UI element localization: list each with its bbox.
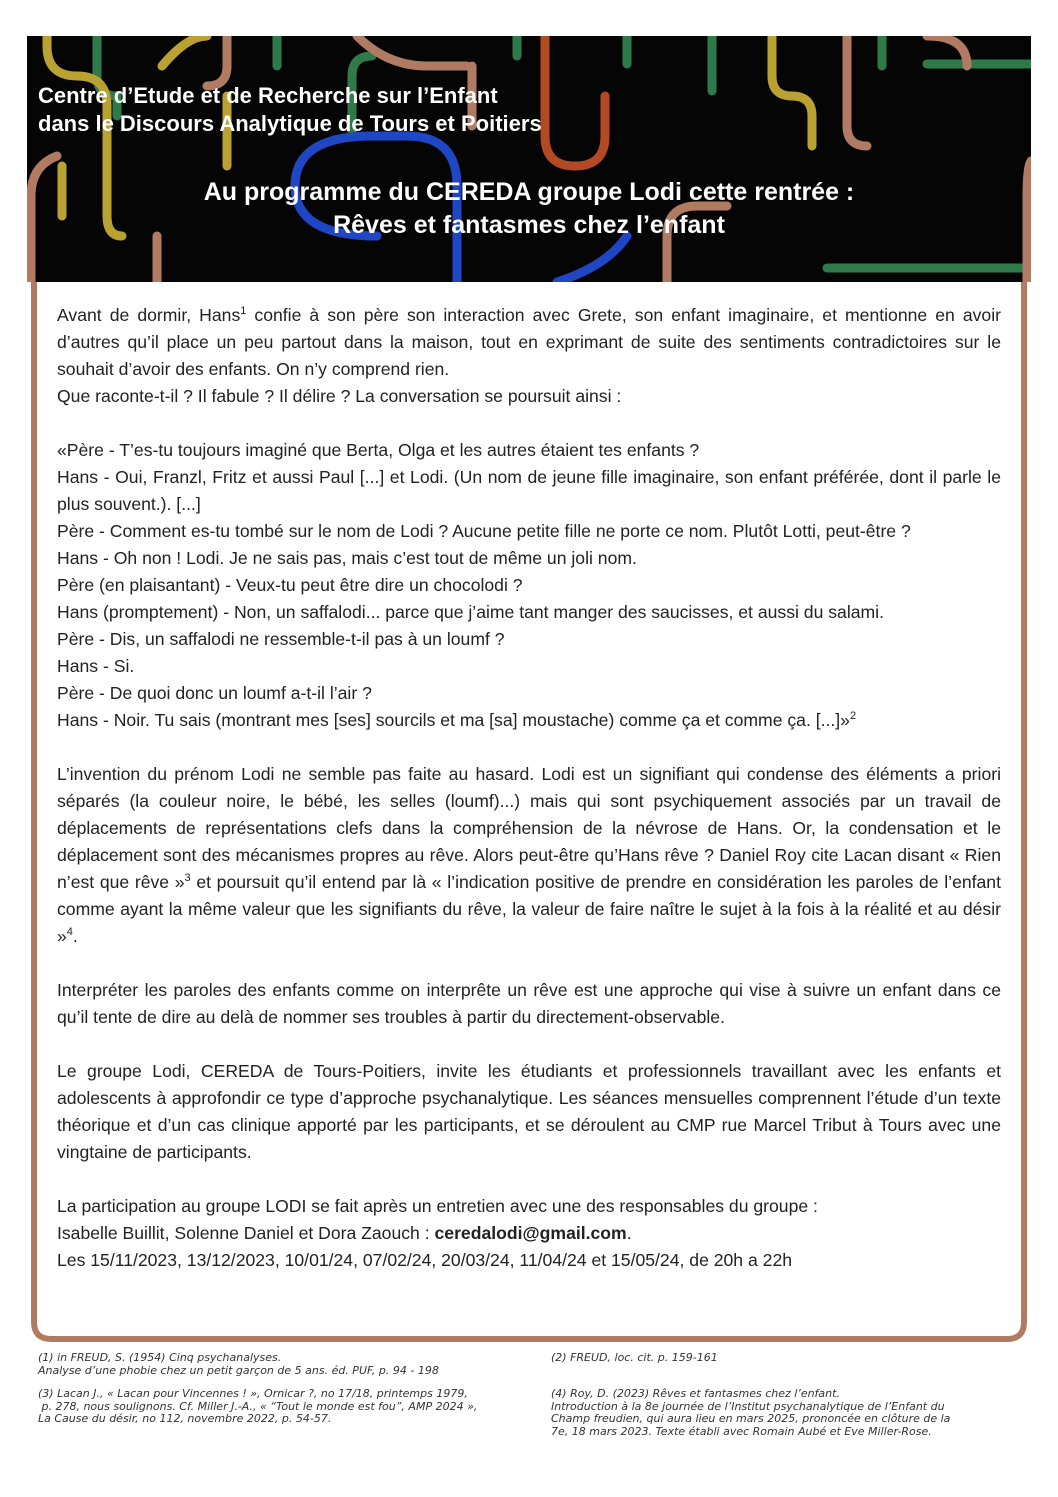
footnote-3 (38, 1388, 477, 1426)
footnote-1 (38, 1352, 439, 1377)
dialogue (57, 437, 1001, 734)
decorative-lines (27, 36, 1031, 282)
intro-paragraph (57, 302, 1001, 383)
main-content (57, 302, 1001, 1274)
dates-line: Les 15/11/2023, 13/12/2023, 10/01/24, 07/02/24, 20/03/24, 11/04/24 et 15/05/24, de 20h a 22h (57, 1250, 793, 1270)
footnote-line: p. 278, nous soulignons. Cf. Miller J.-A., « “Tout le monde est fou”, AMP 2024 », (38, 1399, 478, 1413)
text-run: . (72, 926, 78, 946)
organization-name (38, 82, 542, 138)
footnote-line: Introduction à la 8e journée de l’Institut psychanalytique de l’Enfant du (551, 1399, 945, 1413)
text-run: Hans - Noir. Tu sais (montrant mes [ses] sourcils et ma [sa] moustache) comme ça et comme ça. [...]» (57, 710, 850, 730)
dialogue-line: «Père - T’es-tu toujours imaginé que Berta, Olga et les autres étaient tes enfants ? (57, 440, 700, 460)
participation-block (57, 1193, 1001, 1274)
dialogue-line (57, 707, 1001, 734)
dialogue-line: Père - De quoi donc un loumf a-t-il l’air ? (57, 683, 372, 703)
interpretation-paragraph: Interpréter les paroles des enfants comme on interprête un rêve est une approche qui vise à suivre un enfant dans ce qu’il tente de dire au delà de nommer ses troubles à partir du directement-observable. (57, 980, 1001, 1027)
dialogue-line: Hans - Oh non ! Lodi. Je ne sais pas, mais c’est tout de même un joli nom. (57, 548, 637, 568)
email-link[interactable]: ceredalodi@gmail.com (434, 1223, 627, 1243)
footnote-line: La Cause du désir, no 112, novembre 2022, p. 54-57. (38, 1412, 332, 1425)
group-description-paragraph: Le groupe Lodi, CEREDA de Tours-Poitiers, invite les étudiants et professionnels travaillant avec les enfants et adolescents à approfondir ce type d’approche psychanalytique. Les séances mensuelles comprennent l’étude d’un texte théorique et d’un cas clinique apporté par les participants, et se déroulent au CMP rue Marcel Tribut à Tours avec une vingtaine de participants. (57, 1061, 1001, 1162)
text-run: et poursuit qu’il entend par là « l’indication positive de prendre en considération les paroles de l’enfant comme ayant la même valeur que les signifiants du rêve, la valeur de faire naître le sujet à la fois à la réalité et au désir » (57, 872, 1001, 946)
footnote-2 (551, 1352, 718, 1365)
footnote-ref-1: 1 (240, 305, 247, 318)
text-run: Avant de dormir, Hans (57, 305, 241, 325)
analysis-paragraph (57, 761, 1001, 950)
footnote-line: Analyse d’une phobie chez un petit garçon de 5 ans. éd. PUF, p. 94 - 198 (38, 1363, 439, 1377)
footnote-line: (1) in FREUD, S. (1954) Cinq psychanalyses. (38, 1351, 282, 1364)
responsables-line (57, 1220, 1001, 1247)
footnote-line: Champ freudien, qui aura lieu en mars 2025, prononcée en clôture de la (551, 1412, 951, 1425)
header-banner (27, 36, 1031, 282)
dialogue-line: Père - Dis, un saffalodi ne ressemble-t-il pas à un loumf ? (57, 629, 505, 649)
text-run: L’invention du prénom Lodi ne semble pas faite au hasard. Lodi est un signifiant qui condense des éléments a priori séparés (la couleur noire, le bébé, les selles (loumf)...) mais qui sont psychiquement associés par un travail de déplacements de représentations clefs dans la compréhension de la névrose de Hans. Or, la condensation et le déplacement sont des mécanismes propres au rêve. Alors peut-être qu’Hans rêve ? Daniel Roy cite Lacan disant « Rien n’est que rêve » (57, 764, 1001, 892)
dialogue-line: Hans - Si. (57, 656, 135, 676)
page-title (27, 176, 1031, 242)
dialogue-line: Père (en plaisantant) - Veux-tu peut être dire un chocolodi ? (57, 575, 523, 595)
participation-line: La participation au groupe LODI se fait après un entretien avec une des responsables du groupe : (57, 1196, 818, 1216)
org-line-2: dans le Discours Analytique de Tours et Poitiers (38, 111, 542, 136)
dialogue-line: Père - Comment es-tu tombé sur le nom de Lodi ? Aucune petite fille ne porte ce nom. Plutôt Lotti, peut-être ? (57, 521, 911, 541)
footnote-ref-3: 3 (184, 872, 191, 885)
text-run: confie à son père son interaction avec Grete, son enfant imaginaire, et mentionne en avoir d’autres qu’il place un peu partout dans la maison, tout en exprimant de suite des sentiments contradictoires sur le souhait d’avoir des enfants. On n’y comprend rien. (57, 305, 1001, 379)
org-line-1: Centre d’Etude et de Recherche sur l’Enfant (38, 83, 498, 108)
footnote-ref-2: 2 (849, 710, 857, 723)
title-line-1: Au programme du CEREDA groupe Lodi cette rentrée : (203, 178, 855, 206)
dialogue-line: Hans - Oui, Franzl, Fritz et aussi Paul [...] et Lodi. (Un nom de jeune fille imaginaire, son enfant préférée, dont il parle le plus souvent.). [...] (57, 467, 1001, 514)
footnote-4 (551, 1388, 950, 1438)
footnote-line: 7e, 18 mars 2023. Texte établi avec Romain Aubé et Eve Miller-Rose. (551, 1424, 932, 1438)
footnote-line: (3) Lacan J., « Lacan pour Vincennes ! », Ornicar ?, no 17/18, printemps 1979, (38, 1387, 468, 1400)
text-run: Isabelle Buillit, Solenne Daniel et Dora Zaouch : (57, 1223, 435, 1243)
intro-question: Que raconte-t-il ? Il fabule ? Il délire ? La conversation se poursuit ainsi : (57, 386, 622, 406)
footnote-line: (4) Roy, D. (2023) Rêves et fantasmes chez l’enfant. (551, 1387, 840, 1400)
text-run: . (626, 1223, 632, 1243)
footnote-line: (2) FREUD, loc. cit. p. 159-161 (551, 1351, 718, 1364)
footnote-ref-4: 4 (66, 926, 73, 939)
dialogue-line: Hans (promptement) - Non, un saffalodi... parce que j’aime tant manger des saucisses, et aussi du salami. (57, 602, 884, 622)
title-line-2: Rêves et fantasmes chez l’enfant (333, 211, 725, 239)
